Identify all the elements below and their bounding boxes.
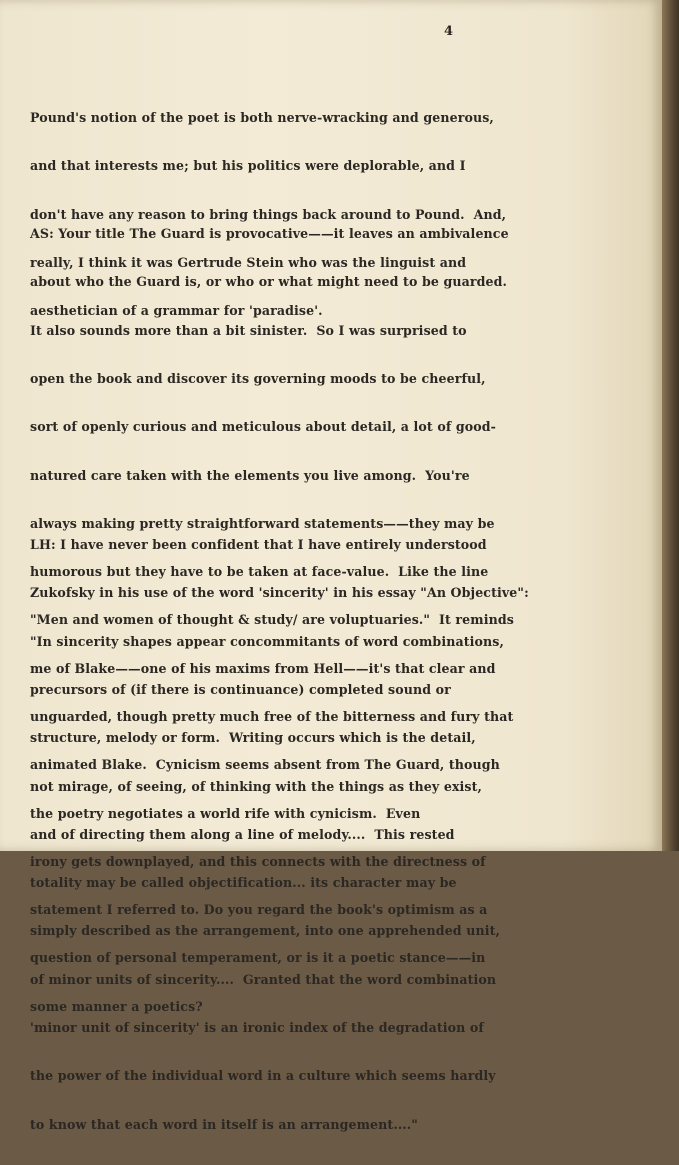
text-line: sort of openly curious and meticulous about detail, a lot of good- [30,419,496,435]
text-line: "Men and women of thought & study/ are voluptuaries." It reminds [30,612,514,628]
text-line: structure, melody or form. Writing occurs which is the detail, [30,730,476,746]
text-line: me of Blake——one of his maxims from Hell——it's that clear and [30,660,496,676]
text-line: don't have any reason to bring things back around to Pound. And, [30,206,507,222]
text-line: statement I referred to. Do you regard the book's optimism as a [30,902,488,918]
text-line: the power of the individual word in a culture which seems hardly [30,1068,496,1084]
text-line: unguarded, though pretty much free of the bitterness and fury that [30,709,514,724]
text-line: and that interests me; but his politics were deplorable, and I [30,158,466,174]
paragraph-lh-answer [30,505,529,1165]
text-line: 'minor unit of sincerity' is an ironic index of the degradation of [30,1020,484,1035]
text-line: humorous but they have to be taken at face-value. Like the line [30,564,489,580]
text-line: really, I think it was Gertrude Stein who was the linguist and [30,255,467,271]
text-line: LH: I have never been confident that I have entirely understood [30,537,487,553]
text-line: aesthetician of a grammar for 'paradise'. [30,303,323,319]
text-line: question of personal temperament, or is it a poetic stance——in [30,950,486,966]
text-line: about who the Guard is, or who or what might need to be guarded. [30,274,508,290]
text-line: animated Blake. Cynicism seems absent from The Guard, though [30,757,500,773]
text-line: and of directing them along a line of melody.... This rested [30,826,455,842]
text-line: not mirage, of seeing, of thinking with the things as they exist, [30,778,483,794]
page-number: 4 [444,24,454,39]
book-spine-shadow [662,0,679,851]
text-line: It also sounds more than a bit sinister. So I was surprised to [30,322,467,338]
text-line: Zukofsky in his use of the word 'sincerity' in his essay "An Objective": [30,585,529,601]
text-line: always making pretty straightforward statements——they may be [30,515,495,531]
text-line: of minor units of sincerity.... Granted that the word combination [30,971,497,987]
text-line: irony gets downplayed, and this connects with the directness of [30,853,486,869]
text-line: AS: Your title The Guard is provocative——it leaves an ambivalence [30,226,509,242]
text-line: totality may be called objectification... its character may be [30,875,457,891]
text-line: open the book and discover its governing moods to be cheerful, [30,371,486,387]
text-line: natured care taken with the elements you live among. You're [30,467,470,483]
text-line: to know that each word in itself is an arrangement...." [30,1116,418,1132]
text-line: Pound's notion of the poet is both nerve-wracking and generous, [30,110,494,126]
text-line: simply described as the arrangement, into one apprehended unit, [30,923,500,939]
text-line: "In sincerity shapes appear concommitants of word combinations, [30,633,504,649]
text-line: some manner a poetics? [30,998,203,1014]
text-line: the poetry negotiates a world rife with cynicism. Even [30,805,421,821]
text-line: precursors of (if there is continuance) completed sound or [30,682,451,698]
